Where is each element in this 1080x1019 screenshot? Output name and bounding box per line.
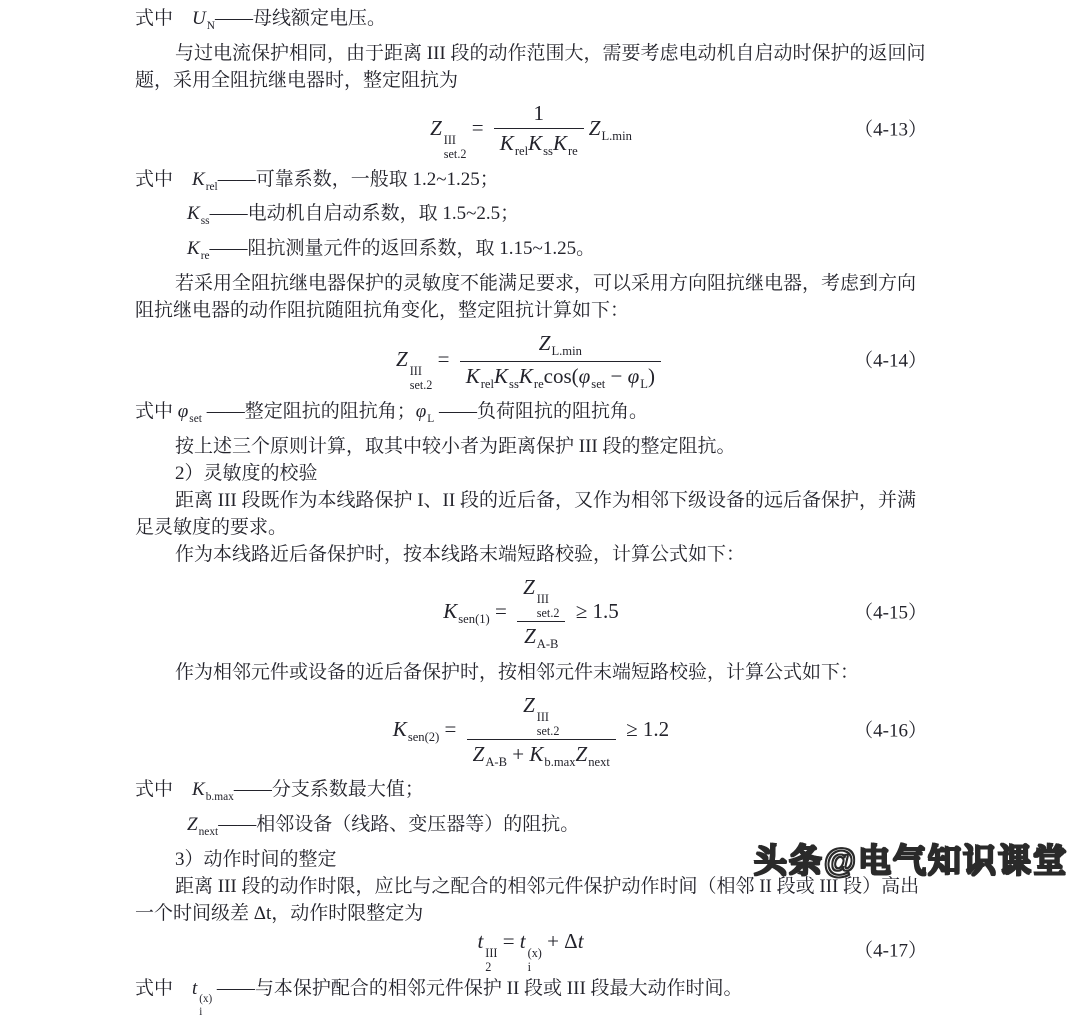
- equation-4-16: [135, 686, 927, 777]
- equation-4-15: [135, 568, 927, 659]
- para-time-setting: 距离 III 段的动作时限，应比与之配合的相邻元件保护动作时间（相邻 II 段或 III 段）高出一个时间级差 Δt，动作时限整定为: [135, 875, 920, 924]
- where-clause-kss: $K_{ss}——$电动机自启动系数，取 1.5~2.5；: [187, 203, 520, 228]
- watermark-toutiao-channel: 头条@电气知识课堂: [753, 842, 1068, 879]
- equation-4-14-number: （4-14）: [854, 350, 927, 372]
- where-clause-phi: 式中 $\varphi_{set}$ ——整定阻抗的阻抗角；$\varphi_L$ ——负荷阻抗的阻抗角。: [135, 401, 648, 425]
- equation-4-17: [135, 927, 927, 975]
- heading-sensitivity-check: 2）灵敏度的校验: [175, 462, 318, 484]
- where-clause-kbmax: 式中 $K_{b.max}——$分支系数最大值；: [135, 779, 424, 804]
- equation-4-17-body: t III 2 = t (x) i + Δt: [477, 928, 584, 975]
- where-clause-krel: 式中 $K_{rel}——$可靠系数，一般取 1.2~1.25；: [135, 168, 499, 193]
- para-overcurrent-similarity: 与过电流保护相同，由于距离 III 段的动作范围大，需要考虑电动机自启动时保护的返回问题，采用全阻抗继电器时，整定阻抗为: [135, 42, 926, 91]
- equation-4-15-number: （4-15）: [854, 602, 927, 624]
- where-clause-bus-voltage: 式中 $U_N——$母线额定电压。: [135, 8, 386, 32]
- equation-4-16-body: $K_{sen(2)}$ = Z III set.2 $Z_{A-B} + K_{b.max}Z_{next}$ ≥ 1.2: [393, 691, 669, 772]
- where-clause-tix: 式中 t (x) i ——与本保护配合的相邻元件保护 II 段或 III 段最大动作时间。: [135, 978, 743, 1019]
- para-local-backup-check: 作为本线路近后备保护时，按本线路末端短路校验，计算公式如下：: [175, 543, 746, 565]
- para-directional-relay: 若采用全阻抗继电器保护的灵敏度不能满足要求，可以采用方向阻抗继电器，考虑到方向阻抗继电器的动作阻抗随阻抗角变化，整定阻抗计算如下：: [135, 273, 917, 322]
- para-backup-roles: 距离 III 段既作为本线路保护 I、II 段的近后备，又作为相邻下级设备的远后备保护，并满足灵敏度的要求。: [135, 489, 916, 538]
- para-adjacent-backup-check: 作为相邻元件或设备的近后备保护时，按相邻元件末端短路校验，计算公式如下：: [175, 661, 860, 683]
- equation-4-13-number: （4-13）: [854, 119, 927, 141]
- equation-4-14: [135, 324, 927, 398]
- equation-4-15-body: $K_{sen(1)}$ = Z III set.2 $Z_{A-B}$ ≥ 1.5: [443, 573, 618, 654]
- equation-4-13: [135, 94, 927, 166]
- equation-4-13-body: Z III set.2 = $\frac{1}{K_{rel}K_{ss}K_{re}}$ $Z_{L.min}$: [430, 100, 632, 161]
- equation-4-14-body: Z III set.2 = $\frac{Z_{L.min}}{K_{rel}K_{ss}K_{re}\cos(\varphi_{set} - \varphi_L)}$: [396, 329, 666, 393]
- equation-4-16-number: （4-16）: [854, 720, 927, 742]
- heading-operating-time: 3）动作时间的整定: [175, 848, 337, 870]
- equation-4-17-number: （4-17）: [854, 940, 927, 962]
- para-three-principles: 按上述三个原则计算，取其中较小者为距离保护 III 段的整定阻抗。: [175, 435, 736, 457]
- where-clause-kre: $K_{re}——$阻抗测量元件的返回系数，取 1.15~1.25。: [187, 238, 596, 263]
- where-clause-znext: $Z_{next}——$相邻设备（线路、变压器等）的阻抗。: [187, 814, 580, 838]
